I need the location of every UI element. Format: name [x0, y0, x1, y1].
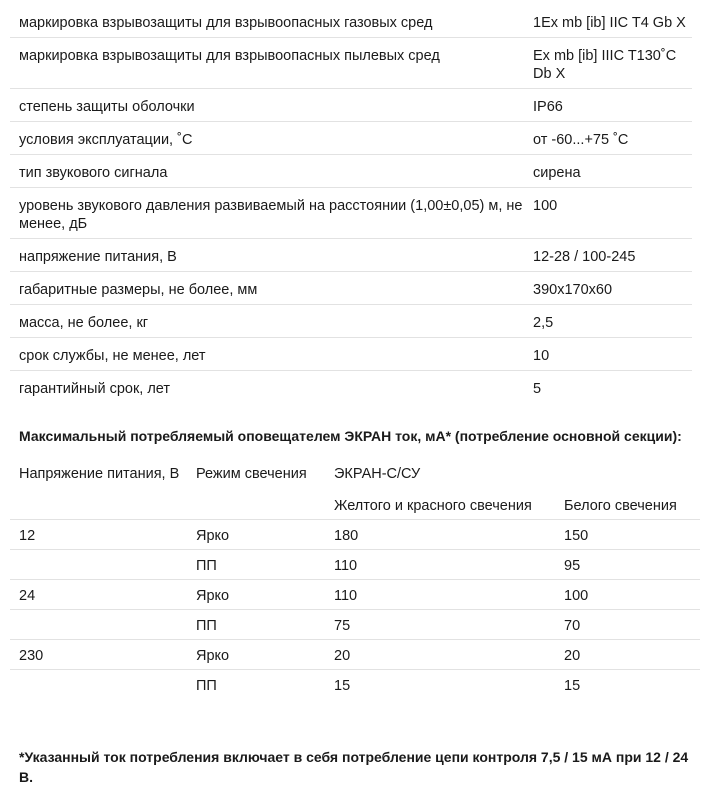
cell-white: 95 — [564, 558, 581, 574]
spec-key: степень защиты оболочки — [19, 99, 195, 115]
cell-voltage — [10, 617, 196, 639]
header-voltage: Напряжение питания, В — [19, 466, 180, 482]
spec-key: условия эксплуатации, ˚С — [19, 132, 193, 148]
cell-yellow-red: 180 — [334, 528, 359, 544]
cell-yellow-red: 15 — [334, 678, 351, 694]
spec-value: от -60...+75 ˚С — [533, 132, 629, 148]
spec-value: 5 — [533, 381, 542, 397]
spec-key: напряжение питания, В — [19, 249, 177, 265]
header-mode: Режим свечения — [196, 466, 307, 482]
cell-yellow-red: 110 — [334, 588, 358, 604]
header-white: Белого свечения — [564, 498, 677, 514]
table-row — [10, 550, 700, 580]
spec-row — [10, 305, 692, 338]
cell-yellow-red: 110 — [334, 558, 358, 574]
cell-voltage: 12 — [19, 528, 36, 544]
cell-white: 100 — [564, 588, 589, 604]
spec-value: 10 — [533, 348, 550, 364]
cell-mode: ПП — [196, 618, 217, 634]
spec-row — [10, 38, 692, 89]
spec-row — [10, 155, 692, 188]
spec-row — [10, 122, 692, 155]
table-row — [10, 610, 700, 640]
spec-key: срок службы, не менее, лет — [19, 348, 206, 364]
spec-value: 2,5 — [533, 315, 554, 331]
cell-white: 70 — [564, 618, 581, 634]
spec-value: 390х170х60 — [533, 282, 613, 298]
cell-mode: Ярко — [196, 648, 230, 664]
spec-row — [10, 338, 692, 371]
cell-voltage — [10, 677, 196, 700]
table-row — [10, 520, 700, 550]
spec-key: габаритные размеры, не более, мм — [19, 282, 258, 298]
cell-voltage: 24 — [19, 588, 36, 604]
spec-value: IP66 — [533, 99, 563, 115]
spec-key: гарантийный срок, лет — [19, 381, 171, 397]
current-table-header — [10, 459, 700, 490]
spec-row — [10, 5, 692, 38]
cell-yellow-red: 20 — [334, 648, 351, 664]
cell-voltage: 230 — [19, 648, 44, 664]
spec-value: 1Ex mb [ib] IIC T4 Gb X — [533, 15, 686, 31]
header-model: ЭКРАН-С/СУ — [334, 466, 421, 482]
footnote: *Указанный ток потребления включает в себя потребление цепи контроля 7,5 / 15 мА при 12 / 24 В. — [19, 749, 689, 785]
table-row — [10, 640, 700, 670]
spec-row — [10, 188, 692, 239]
header-yellow-red: Желтого и красного свечения — [334, 498, 532, 514]
current-table-subheader — [10, 490, 700, 520]
cell-mode: Ярко — [196, 588, 230, 604]
cell-voltage — [10, 557, 196, 579]
cell-white: 150 — [564, 528, 589, 544]
spec-key: уровень звукового давления развиваемый на расстоянии (1,00±0,05) м, не менее, дБ — [19, 198, 523, 232]
current-table — [10, 459, 700, 700]
cell-mode: ПП — [196, 678, 217, 694]
spec-row — [10, 371, 692, 403]
cell-mode: ПП — [196, 558, 217, 574]
table-row — [10, 670, 700, 700]
cell-white: 20 — [564, 648, 581, 664]
spec-key: маркировка взрывозащиты для взрывоопасных газовых сред — [19, 15, 433, 31]
spec-value: сирена — [533, 165, 581, 181]
table-row — [10, 580, 700, 610]
cell-white: 15 — [564, 678, 581, 694]
spec-value: 12-28 / 100-245 — [533, 249, 636, 265]
spec-value: Ex mb [ib] IIIC T130˚C Db X — [533, 48, 677, 82]
spec-key: масса, не более, кг — [19, 315, 149, 331]
cell-mode: Ярко — [196, 528, 230, 544]
spec-value: 100 — [533, 198, 558, 214]
spec-key: тип звукового сигнала — [19, 165, 168, 181]
spec-row — [10, 272, 692, 305]
cell-yellow-red: 75 — [334, 618, 351, 634]
spec-row — [10, 89, 692, 122]
spec-key: маркировка взрывозащиты для взрывоопасных пылевых сред — [19, 48, 440, 64]
current-table-title: Максимальный потребляемый оповещателем ЭКРАН ток, мА* (потребление основной секции): — [19, 428, 682, 444]
spec-table — [10, 5, 692, 403]
spec-row — [10, 239, 692, 272]
